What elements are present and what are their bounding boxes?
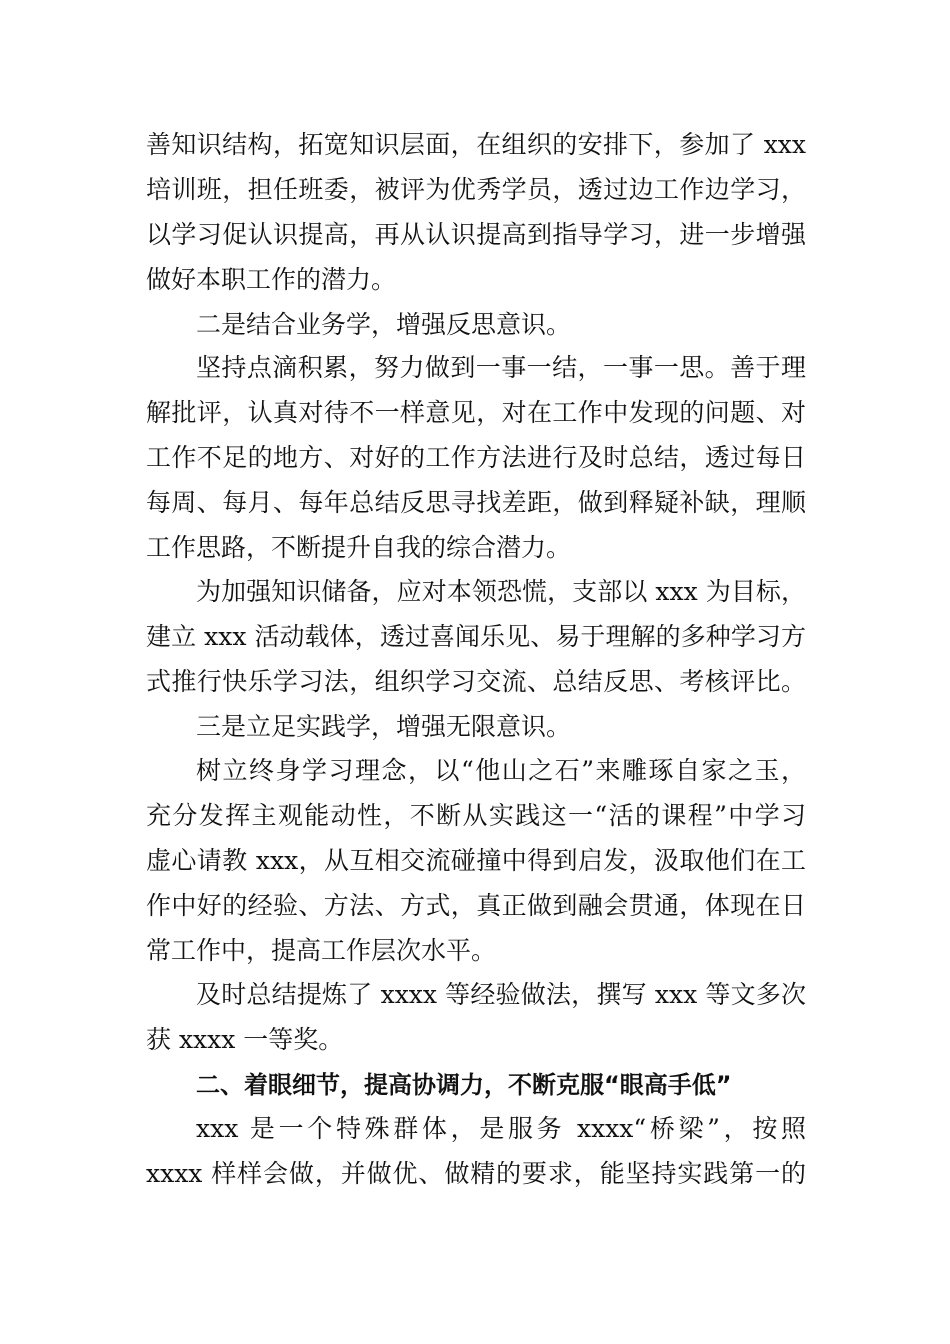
paragraph-line: 做好本职工作的潜力。 [146,265,397,294]
paragraph-line: 虚心请教 xxx，从互相交流碰撞中得到启发，汲取他们在工 [146,846,806,875]
paragraph-line: 以学习促认识提高，再从认识提高到指导学习，进一步增强 [146,220,806,249]
paragraph-line: 获 xxxx 一等奖。 [146,1025,344,1054]
paragraph-line: 工作思路，不断提升自我的综合潜力。 [146,533,572,562]
paragraph-line: 树立终身学习理念，以“他山之石”来雕琢自家之玉， [196,756,806,785]
paragraph-line: 解批评，认真对待不一样意见，对在工作中发现的问题、对 [146,398,806,427]
paragraph-line: 每周、每月、每年总结反思寻找差距，做到释疑补缺，理顺 [146,488,806,517]
paragraph-line: 培训班，担任班委，被评为优秀学员，透过边工作边学习， [146,175,806,204]
paragraph-line: 工作不足的地方、对好的工作方法进行及时总结，透过每日 [146,443,806,472]
paragraph-line: 及时总结提炼了 xxxx 等经验做法，撰写 xxx 等文多次 [196,980,806,1009]
paragraph-line: 为加强知识储备，应对本领恐慌，支部以 xxx 为目标， [196,577,806,606]
paragraph-line: xxxx 样样会做，并做优、做精的要求，能坚持实践第一的 [146,1159,806,1188]
paragraph-line: 式推行快乐学习法，组织学习交流、总结反思、考核评比。 [146,667,806,696]
paragraph-line: xxx 是一个特殊群体，是服务 xxxx“桥梁”，按照 [196,1114,806,1143]
paragraph-line: 建立 xxx 活动载体，透过喜闻乐见、易于理解的多种学习方 [146,622,806,651]
paragraph-line: 常工作中，提高工作层次水平。 [146,936,497,965]
paragraph-line: 作中好的经验、方法、方式，真正做到融会贯通，体现在日 [146,891,806,920]
chapter-heading: 二、着眼细节，提高协调力，不断克服“眼高手低” [196,1071,732,1099]
section-heading: 三是立足实践学，增强无限意识。 [196,712,572,741]
section-heading: 二是结合业务学，增强反思意识。 [196,310,572,339]
paragraph-line: 坚持点滴积累，努力做到一事一结，一事一思。善于理 [196,353,806,382]
paragraph-line: 善知识结构，拓宽知识层面，在组织的安排下，参加了 xxx [146,130,806,159]
paragraph-line: 充分发挥主观能动性，不断从实践这一“活的课程”中学习 [146,801,806,830]
